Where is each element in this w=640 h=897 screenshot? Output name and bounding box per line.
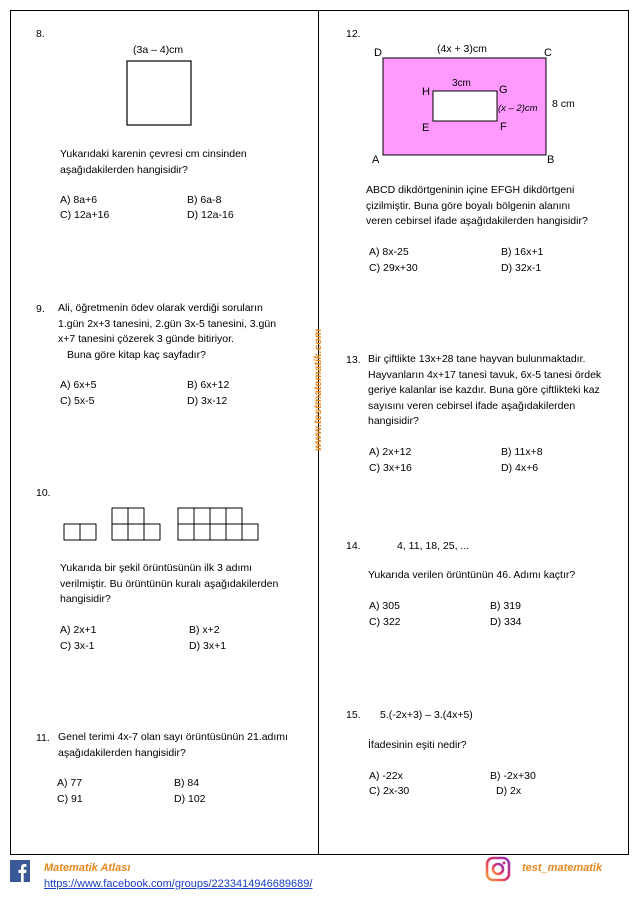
q14-option-d[interactable]: D) 334 [490, 616, 522, 628]
q8-figure-label: (3a – 4)cm [133, 44, 184, 56]
q12-corner-g: G [499, 84, 508, 96]
q13-text: Bir çiftlikte 13x+28 tane hayvan bulunmaktadır. Hayvanların 4x+17 tanesi tavuk, 6x-5 tanesi ördek geriye kalanlar ise kazdır. Buna göre çiftlikteki kaz sayısını veren cebirsel ifade aşağıdakilerden hangisidir? [368, 353, 602, 427]
q11-text: Genel terimi 4x-7 olan sayı örüntüsünün 21.adımı aşağıdakilerden hangisidir? [58, 731, 288, 759]
q12-corner-e: E [422, 122, 430, 134]
facebook-icon[interactable] [10, 860, 30, 882]
q12-corner-h: H [422, 86, 430, 98]
q15-option-d[interactable]: D) 2x [496, 785, 522, 797]
q12-option-b[interactable]: B) 16x+1 [501, 246, 544, 258]
facebook-group-link[interactable]: https://www.facebook.com/groups/2233414946689689/ [44, 878, 313, 890]
q9-text: Ali, öğretmenin ödev olarak verdiği soruların 1.gün 2x+3 tanesini, 2.gün 3x-5 tanesini, 3.gün x+7 tanesini çözerek 3 günde bitiriyor. Buna göre kitap kaç sayfadır? [58, 302, 277, 361]
q12-number: 12. [346, 28, 361, 40]
q10-text: Yukarıda bir şekil örüntüsünün ilk 3 adımı verilmiştir. Bu örüntünün kuralı aşağıdakilerden hangisidir? [60, 562, 279, 605]
q10-option-a[interactable]: A) 2x+1 [60, 624, 97, 636]
q15-expression: 5.(-2x+3) – 3.(4x+5) [380, 709, 473, 721]
q8-option-d[interactable]: D) 12a-16 [187, 209, 234, 221]
q11-option-d[interactable]: D) 102 [174, 793, 206, 805]
instagram-handle: test_matematik [522, 862, 603, 874]
svg-text:www.testmatematik.com: www.testmatematik.com [312, 328, 324, 451]
q12-option-d[interactable]: D) 32x-1 [501, 262, 542, 274]
q12-option-c[interactable]: C) 29x+30 [369, 262, 418, 274]
q8-option-a[interactable]: A) 8a+6 [60, 194, 98, 206]
q12-corner-a: A [372, 154, 380, 166]
facebook-group-name: Matematik Atlası [44, 862, 131, 874]
q14-sequence: 4, 11, 18, 25, ... [397, 540, 470, 552]
q12-inner-side-label: (x – 2)cm [498, 103, 538, 114]
q10-pattern-figure [60, 504, 260, 544]
q15-option-c[interactable]: C) 2x-30 [369, 785, 410, 797]
q12-corner-b: B [547, 154, 555, 166]
q14-number: 14. [346, 540, 361, 552]
q15-text: İfadesinin eşiti nedir? [368, 739, 467, 751]
q9-option-b[interactable]: B) 6x+12 [187, 379, 230, 391]
q11-option-a[interactable]: A) 77 [57, 777, 83, 789]
q11-option-b[interactable]: B) 84 [174, 777, 200, 789]
q8-option-b[interactable]: B) 6a-8 [187, 194, 222, 206]
q9-number: 9. [36, 303, 45, 315]
q13-number: 13. [346, 354, 361, 366]
q15-option-b[interactable]: B) -2x+30 [490, 770, 536, 782]
q9-option-a[interactable]: A) 6x+5 [60, 379, 97, 391]
q10-option-c[interactable]: C) 3x-1 [60, 640, 95, 652]
q15-number: 15. [346, 709, 361, 721]
q9-option-d[interactable]: D) 3x-12 [187, 395, 228, 407]
q12-option-a[interactable]: A) 8x-25 [369, 246, 409, 258]
q8-square-figure [110, 40, 220, 130]
q13-option-b[interactable]: B) 11x+8 [501, 446, 543, 458]
q10-number: 10. [36, 487, 51, 499]
q12-corner-c: C [544, 47, 552, 59]
q11-number: 11. [36, 732, 50, 744]
q9-option-c[interactable]: C) 5x-5 [60, 395, 95, 407]
q11-option-c[interactable]: C) 91 [57, 793, 83, 805]
q10-option-b[interactable]: B) x+2 [189, 624, 220, 636]
q14-text: Yukarıda verilen örüntünün 46. Adımı kaçtır? [368, 569, 576, 581]
q12-top-label: (4x + 3)cm [437, 43, 487, 55]
q14-option-b[interactable]: B) 319 [490, 600, 521, 612]
q13-option-a[interactable]: A) 2x+12 [369, 446, 412, 458]
q8-option-c[interactable]: C) 12a+16 [60, 209, 110, 221]
q15-option-a[interactable]: A) -22x [369, 770, 403, 782]
q12-inner-top-label: 3cm [452, 78, 471, 89]
q10-option-d[interactable]: D) 3x+1 [189, 640, 227, 652]
q12-corner-f: F [500, 121, 507, 133]
q12-text: ABCD dikdörtgeninin içine EFGH dikdörtgeni çizilmiştir. Buna göre boyalı bölgenin alanını veren cebirsel ifade aşağıdakilerden hangisidir? [366, 184, 588, 227]
q12-corner-d: D [374, 47, 382, 59]
q14-option-a[interactable]: A) 305 [369, 600, 400, 612]
q13-option-d[interactable]: D) 4x+6 [501, 462, 539, 474]
instagram-icon[interactable] [485, 856, 511, 882]
watermark [300, 312, 336, 452]
q12-side-label: 8 cm [552, 98, 575, 110]
q13-option-c[interactable]: C) 3x+16 [369, 462, 412, 474]
q14-option-c[interactable]: C) 322 [369, 616, 401, 628]
q8-number: 8. [36, 28, 45, 40]
q8-text: Yukarıdaki karenin çevresi cm cinsinden aşağıdakilerden hangisidir? [60, 148, 247, 176]
